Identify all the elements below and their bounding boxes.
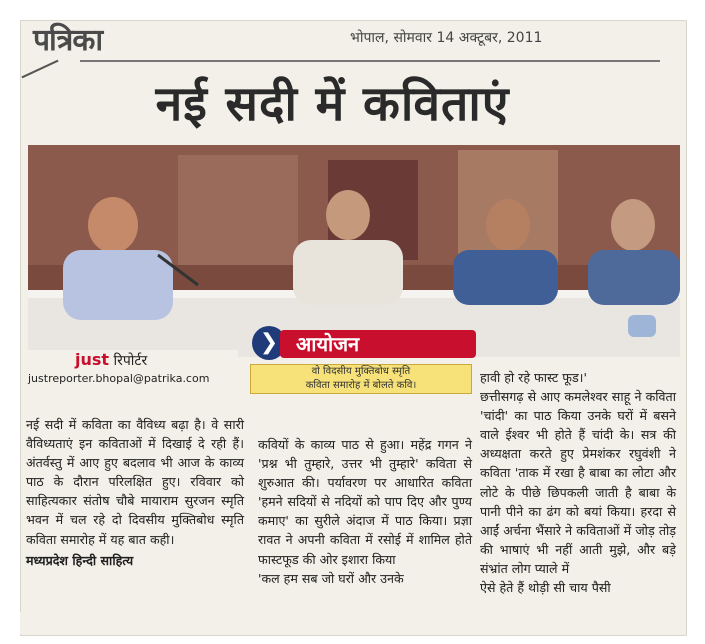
event-banner	[252, 326, 472, 360]
col1-tail: मध्यप्रदेश हिन्दी साहित्य	[26, 552, 134, 568]
bottom-edge	[20, 612, 685, 634]
reporter-brand: just	[75, 350, 110, 369]
col2-tail: 'कल हम सब जो घरों और उनके	[258, 570, 404, 586]
event-label: आयोजन	[280, 330, 476, 358]
reporter-label: रिपोर्टर	[113, 353, 148, 369]
dateline: भोपाल, सोमवार 14 अक्टूबर, 2011	[350, 30, 543, 46]
newspaper-masthead: पत्रिका	[33, 23, 103, 58]
col3-lead: हावी हो रहे फास्ट फूड।'	[480, 370, 587, 385]
photo-caption	[250, 364, 472, 394]
chevron-right-icon: ❯	[252, 326, 286, 360]
caption-line-1: वो विदसीय मुक्तिबोध स्मृति	[311, 366, 411, 377]
col3-tail: ऐसे हेते हैं थोड़ी सी चाय पैसी	[480, 580, 611, 596]
col2-text: कवियों के काव्य पाठ से हुआ। महेंद्र गगन ने 'प्रश्न भी तुम्हारे, उत्तर भी तुम्हारे' कविता से शुरुआत की। पर्यावरण पर आधारित कविता 'हमने सदियों से नदियों को पाप दिए और पुण्य कमाए' का सुरीले अंदाज में पाठ किया। प्रज्ञा रावत ने अपनी कविता में रसोई में शामिल होते फास्टफूड की ओर इशारा किया	[258, 437, 472, 567]
caption-line-2: कविता समारोह में बोलते कवि।	[305, 380, 417, 391]
reporter-email: justreporter.bhopal@patrika.com	[28, 372, 210, 385]
col1-text: नई सदी में कविता का वैविध्य बढ़ा है। वे सारी वैविध्यताएं इन कविताओं में दिखाई दे रही हैं। अंतर्वस्तु में आए हुए बदलाव भी आज के काव्य पाठ के दौरान परिलक्षित हुए। रविवार को साहित्यकार संतोष चौबे मायाराम सुरजन स्मृति भवन में चल रहे दो दिवसीय मुक्तिबोध स्मृति कविता समारोह में यह बात कही।	[26, 417, 244, 547]
headline: नई सदी में कविताएं	[155, 76, 510, 132]
article-column-3	[480, 368, 676, 597]
article-column-2	[258, 435, 472, 588]
header-rule	[80, 60, 660, 62]
article-column-1	[26, 415, 244, 570]
reporter-byline	[75, 350, 147, 370]
col3-text: छत्तीसगढ़ से आए कमलेश्वर साहू ने कविता 'चांदी' का पाठ किया उनके घरों में बसने वाले ईश्वर भी होते हैं चांदी के। सत्र की अध्यक्षता करते हुए प्रेमशंकर रघुवंशी ने कविता 'ताक में रखा है बाबा का लोटा और लोटे के पीछे छिपकली जाती है बाबा के पानी पीने का ढंग को बयां किया। हरदा से आईं अर्चना भैंसारे ने कविताओं में जोड़ तोड़ की भाषाएं भी नहीं आती मुझे, और बड़े संभ्रांत लोग प्याले में	[480, 389, 676, 576]
